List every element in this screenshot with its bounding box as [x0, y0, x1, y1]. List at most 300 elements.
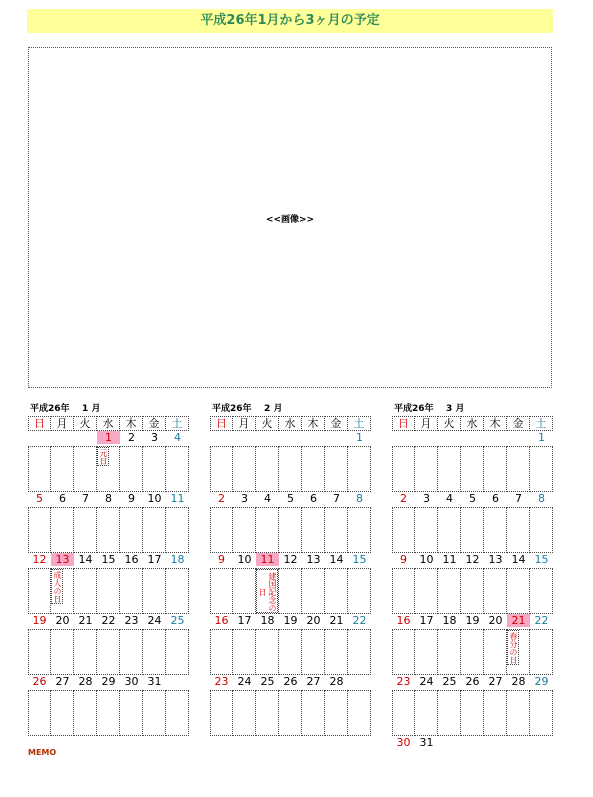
date-box[interactable] — [255, 690, 279, 736]
weekday-label: 月 — [50, 416, 74, 431]
date-boxes — [392, 629, 553, 675]
date-number — [166, 675, 189, 688]
holiday-label: 建国記念の日 — [256, 569, 278, 613]
date-box[interactable] — [301, 629, 325, 675]
date-boxes — [210, 568, 371, 614]
date-number: 7 — [82, 492, 89, 505]
weekday-label: 水 — [96, 416, 120, 431]
date-boxes — [28, 507, 189, 553]
memo-label: MEMO — [28, 748, 57, 757]
date-number — [233, 431, 256, 444]
date-box[interactable] — [347, 568, 371, 614]
month-title: 平成26年 3 月 — [394, 404, 465, 414]
week-row — [28, 675, 189, 736]
date-box[interactable] — [165, 507, 189, 553]
date-box[interactable] — [392, 629, 415, 675]
date-box[interactable] — [324, 446, 348, 492]
date-box[interactable] — [506, 690, 530, 736]
date-number: 8 — [105, 492, 112, 505]
date-box[interactable] — [165, 629, 189, 675]
date-number: 1 — [356, 431, 363, 444]
date-boxes — [210, 446, 371, 492]
date-numbers — [210, 675, 371, 688]
date-box[interactable] — [301, 690, 325, 736]
date-number: 30 — [396, 736, 411, 749]
weekday-label: 木 — [119, 416, 143, 431]
date-number: 10 — [147, 492, 162, 505]
date-number — [51, 431, 74, 444]
date-number: 3 — [151, 431, 158, 444]
date-numbers — [392, 675, 553, 688]
date-number — [461, 431, 484, 444]
date-box[interactable] — [28, 507, 51, 553]
date-boxes — [392, 507, 553, 553]
date-box[interactable] — [324, 690, 348, 736]
date-box[interactable] — [347, 629, 371, 675]
date-numbers — [392, 614, 553, 627]
date-number: 12 — [283, 553, 298, 566]
date-box[interactable] — [165, 690, 189, 736]
date-box[interactable] — [96, 507, 120, 553]
date-box[interactable] — [73, 507, 97, 553]
date-box[interactable] — [414, 568, 438, 614]
date-number: 31 — [419, 736, 434, 749]
date-box[interactable] — [142, 446, 166, 492]
date-box[interactable] — [437, 629, 461, 675]
date-boxes — [210, 690, 371, 736]
page-title: 平成26年1月から3ヶ月の予定 — [27, 9, 553, 33]
date-number — [279, 431, 302, 444]
weekday-header — [392, 416, 553, 431]
date-number — [210, 431, 233, 444]
date-box[interactable] — [324, 629, 348, 675]
date-number: 4 — [446, 492, 453, 505]
date-number — [438, 431, 461, 444]
week-row — [210, 553, 371, 614]
date-box[interactable] — [483, 446, 507, 492]
date-box[interactable] — [460, 629, 484, 675]
date-number: 17 — [147, 553, 162, 566]
date-number: 3 — [241, 492, 248, 505]
date-number: 20 — [488, 614, 503, 627]
date-number — [484, 431, 507, 444]
date-number: 19 — [465, 614, 480, 627]
weekday-label: 土 — [529, 416, 553, 431]
date-box[interactable] — [119, 507, 143, 553]
date-box[interactable] — [483, 629, 507, 675]
date-box[interactable] — [119, 629, 143, 675]
date-boxes — [392, 446, 553, 492]
date-box[interactable] — [529, 568, 553, 614]
date-number — [325, 431, 348, 444]
weekday-label: 土 — [347, 416, 371, 431]
week-row — [28, 492, 189, 553]
date-box[interactable] — [506, 568, 530, 614]
date-box[interactable] — [50, 629, 74, 675]
date-box[interactable] — [28, 568, 51, 614]
date-numbers — [392, 553, 553, 566]
date-box[interactable] — [347, 446, 371, 492]
date-box[interactable] — [301, 507, 325, 553]
date-numbers — [392, 431, 553, 444]
date-number: 5 — [287, 492, 294, 505]
date-number: 28 — [329, 675, 344, 688]
date-box[interactable] — [506, 507, 530, 553]
date-box[interactable] — [278, 507, 302, 553]
date-box[interactable] — [73, 629, 97, 675]
date-number — [461, 736, 484, 749]
date-number: 16 — [214, 614, 229, 627]
date-number: 6 — [310, 492, 317, 505]
date-number: 27 — [488, 675, 503, 688]
date-box[interactable] — [142, 568, 166, 614]
date-box[interactable] — [483, 690, 507, 736]
date-numbers — [28, 492, 189, 505]
date-number: 18 — [170, 553, 185, 566]
date-numbers — [392, 492, 553, 505]
date-box[interactable] — [96, 568, 120, 614]
date-box[interactable] — [210, 446, 233, 492]
date-box[interactable] — [483, 507, 507, 553]
date-number: 27 — [306, 675, 321, 688]
date-number: 16 — [124, 553, 139, 566]
date-number: 13 — [488, 553, 503, 566]
week-row — [28, 553, 189, 614]
date-numbers — [210, 492, 371, 505]
date-number: 23 — [396, 675, 411, 688]
date-box[interactable] — [232, 568, 256, 614]
date-box[interactable] — [392, 568, 415, 614]
weekday-label: 火 — [437, 416, 461, 431]
date-boxes — [210, 507, 371, 553]
date-box[interactable] — [278, 568, 302, 614]
week-row — [210, 492, 371, 553]
date-number: 28 — [78, 675, 93, 688]
date-box[interactable] — [278, 690, 302, 736]
date-number: 12 — [465, 553, 480, 566]
date-box[interactable] — [119, 446, 143, 492]
date-box[interactable] — [529, 629, 553, 675]
weekday-header — [210, 416, 371, 431]
date-number: 6 — [492, 492, 499, 505]
date-box[interactable] — [119, 568, 143, 614]
date-number: 7 — [515, 492, 522, 505]
date-numbers — [28, 675, 189, 688]
date-box[interactable] — [142, 690, 166, 736]
date-numbers — [210, 431, 371, 444]
date-number: 25 — [442, 675, 457, 688]
date-number: 29 — [101, 675, 116, 688]
date-box[interactable] — [73, 568, 97, 614]
date-box[interactable] — [165, 568, 189, 614]
date-number: 11 — [442, 553, 457, 566]
date-number: 9 — [218, 553, 225, 566]
date-number: 23 — [214, 675, 229, 688]
date-box[interactable] — [232, 446, 256, 492]
date-box[interactable] — [165, 446, 189, 492]
week-row — [210, 614, 371, 675]
image-placeholder-label: <<画像>> — [265, 215, 315, 225]
date-number — [484, 736, 507, 749]
date-number: 11 — [170, 492, 185, 505]
date-number: 15 — [534, 553, 549, 566]
date-box[interactable] — [210, 507, 233, 553]
date-boxes — [392, 568, 553, 614]
date-box[interactable] — [414, 629, 438, 675]
week-row — [392, 553, 553, 614]
date-box[interactable] — [210, 690, 233, 736]
date-number: 20 — [55, 614, 70, 627]
date-box[interactable] — [50, 446, 74, 492]
date-box[interactable] — [142, 629, 166, 675]
date-box[interactable] — [392, 690, 415, 736]
date-box[interactable] — [437, 690, 461, 736]
date-box[interactable] — [324, 568, 348, 614]
date-number: 5 — [36, 492, 43, 505]
date-number — [507, 431, 530, 444]
date-box[interactable] — [73, 446, 97, 492]
date-number: 24 — [419, 675, 434, 688]
date-number: 4 — [264, 492, 271, 505]
date-box[interactable] — [324, 507, 348, 553]
calendar-march — [392, 402, 553, 797]
date-box[interactable] — [347, 507, 371, 553]
weekday-label: 木 — [483, 416, 507, 431]
date-box[interactable] — [255, 507, 279, 553]
date-box[interactable] — [28, 446, 51, 492]
weekday-label: 日 — [210, 416, 233, 431]
date-number: 14 — [511, 553, 526, 566]
week-row — [392, 736, 553, 797]
date-box[interactable] — [483, 568, 507, 614]
week-row — [28, 614, 189, 675]
date-number: 9 — [128, 492, 135, 505]
date-box[interactable] — [460, 568, 484, 614]
date-number: 8 — [356, 492, 363, 505]
date-numbers — [28, 553, 189, 566]
date-number: 13 — [306, 553, 321, 566]
date-box[interactable] — [460, 690, 484, 736]
date-box[interactable] — [301, 446, 325, 492]
date-number: 26 — [283, 675, 298, 688]
date-numbers — [392, 736, 553, 749]
date-numbers — [28, 431, 189, 444]
weekday-label: 月 — [414, 416, 438, 431]
date-number: 24 — [237, 675, 252, 688]
date-number: 14 — [78, 553, 93, 566]
date-number: 2 — [400, 492, 407, 505]
date-boxes — [210, 629, 371, 675]
date-box[interactable] — [460, 507, 484, 553]
date-number: 3 — [423, 492, 430, 505]
date-number — [256, 431, 279, 444]
date-box[interactable] — [506, 629, 530, 675]
date-box[interactable] — [50, 690, 74, 736]
date-number — [415, 431, 438, 444]
holiday-label: 春分の日 — [509, 632, 518, 664]
date-numbers — [210, 553, 371, 566]
weekday-label: 金 — [324, 416, 348, 431]
date-number: 13 — [51, 553, 74, 566]
weekday-label: 日 — [28, 416, 51, 431]
date-number — [392, 431, 415, 444]
date-box[interactable] — [392, 446, 415, 492]
date-number: 25 — [260, 675, 275, 688]
date-box[interactable] — [255, 568, 279, 614]
weekday-label: 水 — [460, 416, 484, 431]
weekday-header — [28, 416, 189, 431]
date-box[interactable] — [278, 446, 302, 492]
weekday-label: 月 — [232, 416, 256, 431]
date-number: 16 — [396, 614, 411, 627]
date-number — [74, 431, 97, 444]
date-number — [348, 675, 371, 688]
date-number: 9 — [400, 553, 407, 566]
date-number: 12 — [32, 553, 47, 566]
date-number: 15 — [352, 553, 367, 566]
date-number: 18 — [260, 614, 275, 627]
date-boxes — [28, 568, 189, 614]
weekday-label: 水 — [278, 416, 302, 431]
date-number: 17 — [419, 614, 434, 627]
date-numbers — [28, 614, 189, 627]
date-number: 27 — [55, 675, 70, 688]
date-number: 6 — [59, 492, 66, 505]
date-number: 1 — [538, 431, 545, 444]
date-box[interactable] — [142, 507, 166, 553]
date-box[interactable] — [437, 568, 461, 614]
date-box[interactable] — [50, 568, 74, 614]
date-box[interactable] — [119, 690, 143, 736]
date-number: 21 — [329, 614, 344, 627]
date-box[interactable] — [529, 507, 553, 553]
date-number: 10 — [237, 553, 252, 566]
date-number: 15 — [101, 553, 116, 566]
date-number: 21 — [78, 614, 93, 627]
date-box[interactable] — [529, 690, 553, 736]
weekday-label: 火 — [73, 416, 97, 431]
calendar-january — [28, 402, 189, 736]
date-box[interactable] — [232, 690, 256, 736]
date-box[interactable] — [506, 446, 530, 492]
date-box[interactable] — [278, 629, 302, 675]
date-number: 20 — [306, 614, 321, 627]
date-number: 1 — [97, 431, 120, 444]
date-number: 30 — [124, 675, 139, 688]
date-box[interactable] — [210, 568, 233, 614]
date-number: 5 — [469, 492, 476, 505]
date-box[interactable] — [460, 446, 484, 492]
date-box[interactable] — [529, 446, 553, 492]
date-number: 31 — [147, 675, 162, 688]
calendar-february — [210, 402, 371, 736]
date-boxes — [28, 690, 189, 736]
month-title: 平成26年 2 月 — [212, 404, 283, 414]
date-box[interactable] — [28, 690, 51, 736]
date-number: 17 — [237, 614, 252, 627]
date-box[interactable] — [255, 629, 279, 675]
month-title: 平成26年 1 月 — [30, 404, 101, 414]
date-number: 22 — [352, 614, 367, 627]
date-number: 19 — [283, 614, 298, 627]
date-number: 26 — [32, 675, 47, 688]
holiday-label: 成人の日 — [53, 571, 62, 603]
date-number: 22 — [534, 614, 549, 627]
date-number: 2 — [218, 492, 225, 505]
week-row — [392, 492, 553, 553]
date-number: 8 — [538, 492, 545, 505]
date-number: 7 — [333, 492, 340, 505]
date-box[interactable] — [50, 507, 74, 553]
date-box[interactable] — [232, 507, 256, 553]
date-number: 25 — [170, 614, 185, 627]
weekday-label: 金 — [142, 416, 166, 431]
date-box[interactable] — [255, 446, 279, 492]
date-box[interactable] — [437, 507, 461, 553]
week-row — [392, 431, 553, 492]
date-number: 10 — [419, 553, 434, 566]
date-number — [530, 736, 553, 749]
date-numbers — [210, 614, 371, 627]
date-number: 23 — [124, 614, 139, 627]
date-box[interactable] — [28, 629, 51, 675]
date-box[interactable] — [414, 507, 438, 553]
date-boxes — [28, 446, 189, 492]
weekday-label: 火 — [255, 416, 279, 431]
date-number: 24 — [147, 614, 162, 627]
date-box[interactable] — [347, 690, 371, 736]
date-number: 4 — [174, 431, 181, 444]
date-box[interactable] — [96, 629, 120, 675]
date-box[interactable] — [73, 690, 97, 736]
week-row — [392, 675, 553, 736]
weekday-label: 金 — [506, 416, 530, 431]
date-number: 14 — [329, 553, 344, 566]
date-boxes — [392, 690, 553, 736]
date-number: 26 — [465, 675, 480, 688]
date-box[interactable] — [96, 690, 120, 736]
image-placeholder-box — [28, 47, 552, 388]
date-boxes — [28, 629, 189, 675]
date-box[interactable] — [301, 568, 325, 614]
week-row — [392, 614, 553, 675]
date-box[interactable] — [232, 629, 256, 675]
week-row — [210, 675, 371, 736]
date-number: 2 — [128, 431, 135, 444]
date-box[interactable] — [414, 446, 438, 492]
weekday-label: 木 — [301, 416, 325, 431]
date-number: 29 — [534, 675, 549, 688]
date-number: 21 — [507, 614, 530, 627]
date-number — [302, 431, 325, 444]
date-number: 19 — [32, 614, 47, 627]
date-number: 18 — [442, 614, 457, 627]
date-box[interactable] — [96, 446, 120, 492]
date-number: 22 — [101, 614, 116, 627]
weekday-label: 日 — [392, 416, 415, 431]
week-row — [28, 431, 189, 492]
holiday-label: 元日 — [99, 449, 108, 465]
date-box[interactable] — [210, 629, 233, 675]
date-number: 28 — [511, 675, 526, 688]
date-number: 11 — [256, 553, 279, 566]
date-number — [507, 736, 530, 749]
date-box[interactable] — [437, 446, 461, 492]
date-box[interactable] — [414, 690, 438, 736]
date-number — [438, 736, 461, 749]
date-box[interactable] — [392, 507, 415, 553]
date-number — [28, 431, 51, 444]
